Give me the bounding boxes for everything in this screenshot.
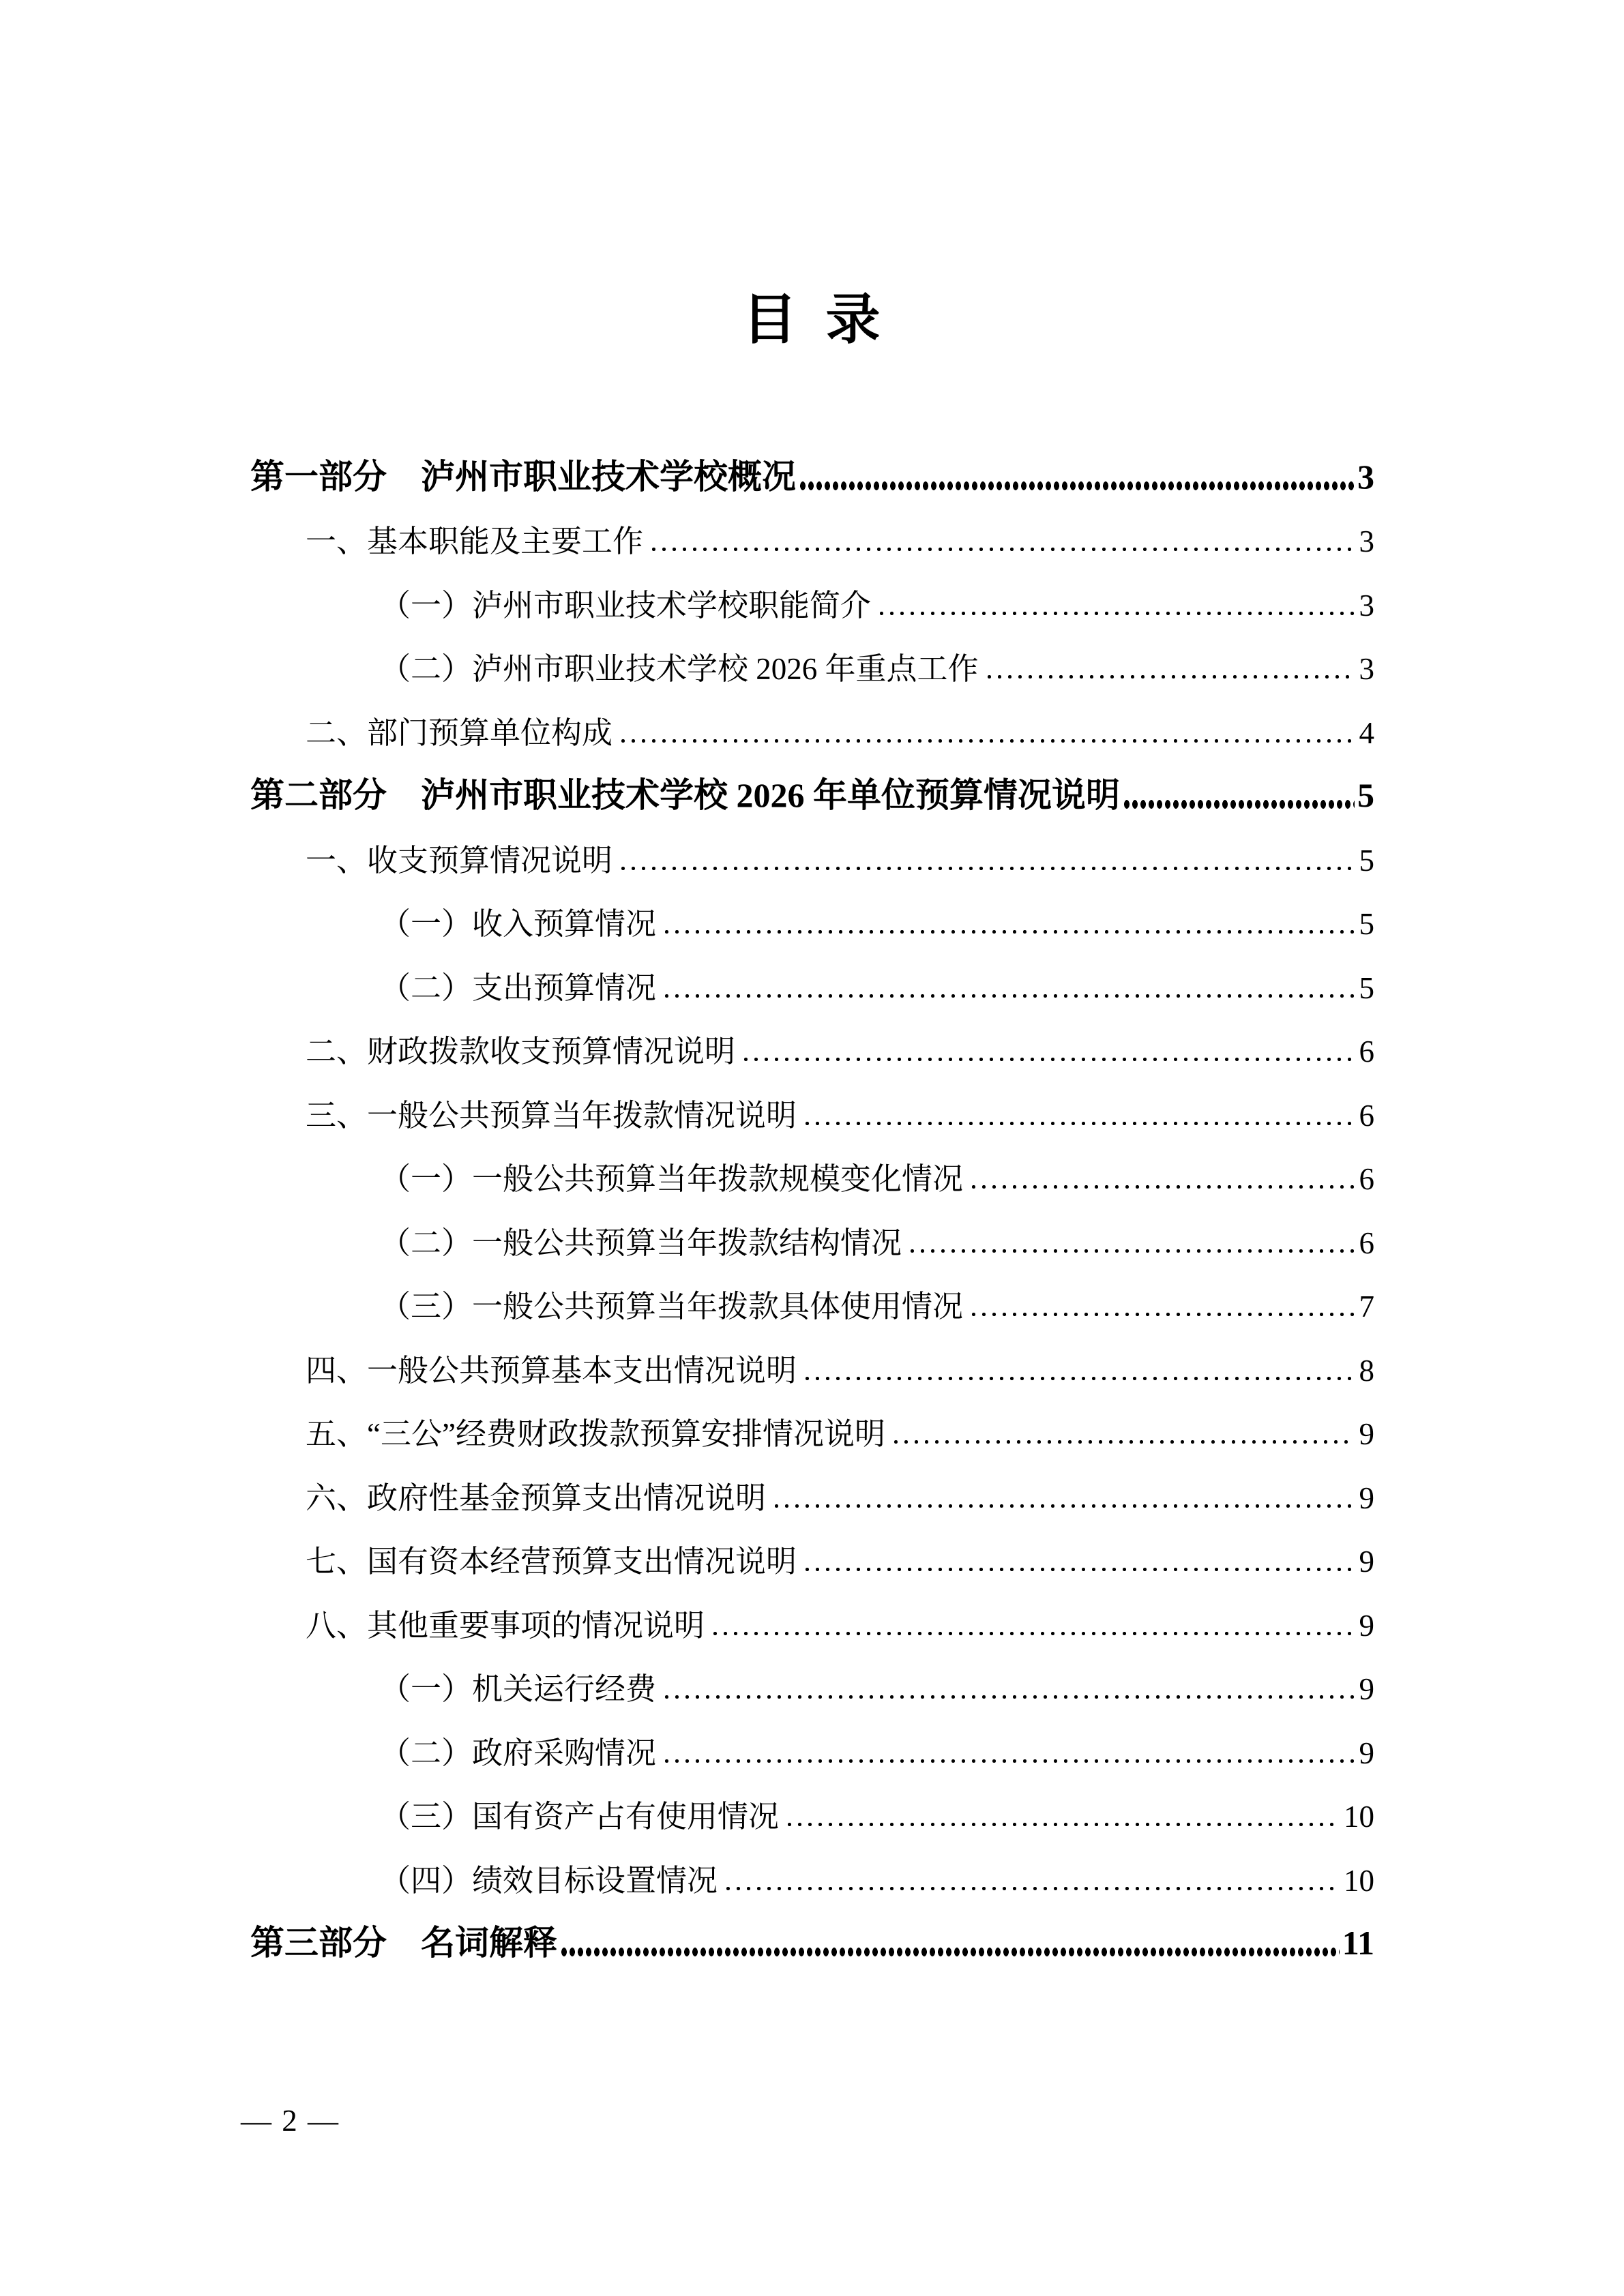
toc-entry bbox=[250, 880, 1374, 944]
toc-entry-label: （二）泸州市职业技术学校 2026 年重点工作 bbox=[380, 652, 979, 686]
dot-leader bbox=[799, 481, 1355, 490]
toc-entry-label: （一）收入预算情况 bbox=[380, 907, 657, 941]
dot-leader bbox=[662, 1759, 1353, 1763]
toc-entry-label: （一）机关运行经费 bbox=[380, 1672, 657, 1706]
page-title: 目 录 bbox=[742, 290, 882, 351]
dot-leader bbox=[662, 1695, 1353, 1699]
dot-leader bbox=[907, 1249, 1353, 1253]
toc-entry bbox=[250, 1773, 1374, 1837]
page-number-footer: — 2 — bbox=[241, 2104, 340, 2138]
dot-leader bbox=[741, 1057, 1353, 1062]
dot-leader bbox=[969, 1312, 1353, 1317]
toc-entry-label: 第一部分 泸州市职业技术学校概况 bbox=[250, 457, 796, 496]
toc-entry bbox=[250, 561, 1374, 625]
dot-leader bbox=[802, 1121, 1353, 1126]
dot-leader bbox=[876, 611, 1353, 616]
dot-leader bbox=[710, 1631, 1353, 1636]
toc-entry-page: 9 bbox=[1359, 1608, 1374, 1643]
toc-entry-label: 二、部门预算单位构成 bbox=[306, 715, 613, 750]
dot-leader bbox=[802, 1567, 1353, 1572]
toc-entry bbox=[250, 1135, 1374, 1199]
toc-entry-label: 八、其他重要事项的情况说明 bbox=[306, 1608, 705, 1643]
dot-leader bbox=[802, 1376, 1353, 1381]
toc-entry-page: 5 bbox=[1357, 776, 1374, 814]
toc-entry-page: 4 bbox=[1359, 715, 1374, 750]
dot-leader bbox=[1123, 800, 1355, 809]
toc-entry-page: 10 bbox=[1344, 1863, 1374, 1898]
toc-entry-page: 6 bbox=[1359, 1225, 1374, 1260]
dot-leader bbox=[969, 1184, 1353, 1189]
toc-entry bbox=[250, 1518, 1374, 1582]
toc-entry-page: 3 bbox=[1359, 652, 1374, 686]
toc-entry bbox=[250, 1709, 1374, 1773]
dot-leader bbox=[618, 739, 1353, 743]
toc-entry-label: 一、收支预算情况说明 bbox=[306, 843, 613, 878]
toc-entry-page: 5 bbox=[1359, 843, 1374, 878]
toc-entry bbox=[250, 1645, 1374, 1710]
dot-leader bbox=[784, 1822, 1338, 1827]
toc-entry bbox=[250, 498, 1374, 562]
toc-entry bbox=[250, 625, 1374, 689]
toc-entry-page: 9 bbox=[1359, 1672, 1374, 1706]
toc-entry-label: 三、一般公共预算当年拨款情况说明 bbox=[306, 1098, 797, 1133]
table-of-contents bbox=[250, 434, 1374, 1964]
toc-entry-page: 9 bbox=[1359, 1545, 1374, 1579]
toc-entry-label: （二）一般公共预算当年拨款结构情况 bbox=[380, 1225, 902, 1260]
toc-entry-page: 9 bbox=[1359, 1735, 1374, 1770]
toc-entry-page: 6 bbox=[1359, 1098, 1374, 1133]
toc-entry-page: 8 bbox=[1359, 1353, 1374, 1388]
toc-entry-page: 3 bbox=[1359, 524, 1374, 558]
toc-entry bbox=[250, 1263, 1374, 1327]
dot-leader bbox=[560, 1948, 1340, 1956]
dot-leader bbox=[649, 547, 1353, 552]
toc-entry-page: 10 bbox=[1344, 1800, 1374, 1834]
toc-entry bbox=[250, 816, 1374, 880]
toc-entry-label: 二、财政拨款收支预算情况说明 bbox=[306, 1034, 736, 1069]
toc-entry bbox=[250, 1071, 1374, 1135]
toc-entry bbox=[250, 1900, 1374, 1965]
toc-entry bbox=[250, 753, 1374, 817]
toc-entry-label: （三）国有资产占有使用情况 bbox=[380, 1800, 780, 1834]
toc-entry-page: 7 bbox=[1359, 1289, 1374, 1324]
dot-leader bbox=[618, 866, 1353, 871]
toc-entry-page: 5 bbox=[1359, 907, 1374, 941]
toc-entry bbox=[250, 1008, 1374, 1072]
toc-entry-label: （四）绩效目标设置情况 bbox=[380, 1863, 718, 1898]
toc-entry-label: （一）泸州市职业技术学校职能简介 bbox=[380, 588, 872, 623]
toc-entry bbox=[250, 1199, 1374, 1263]
dot-leader bbox=[662, 929, 1353, 934]
dot-leader bbox=[891, 1440, 1354, 1444]
toc-entry-page: 9 bbox=[1359, 1480, 1374, 1515]
toc-entry-page: 3 bbox=[1359, 588, 1374, 623]
toc-entry bbox=[250, 1326, 1374, 1390]
dot-leader bbox=[723, 1886, 1338, 1891]
toc-entry-page: 5 bbox=[1359, 970, 1374, 1005]
toc-entry-label: 五、“三公”经费财政拨款预算安排情况说明 bbox=[306, 1417, 885, 1451]
toc-entry-label: 第三部分 名词解释 bbox=[250, 1924, 557, 1962]
toc-entry-page: 9 bbox=[1359, 1417, 1374, 1451]
toc-entry-label: 六、政府性基金预算支出情况说明 bbox=[306, 1480, 767, 1515]
toc-entry bbox=[250, 689, 1374, 753]
toc-entry-label: 四、一般公共预算基本支出情况说明 bbox=[306, 1353, 797, 1388]
toc-entry-label: （一）一般公共预算当年拨款规模变化情况 bbox=[380, 1162, 964, 1196]
dot-leader bbox=[984, 674, 1354, 679]
toc-entry-label: 七、国有资本经营预算支出情况说明 bbox=[306, 1545, 797, 1579]
toc-entry-page: 6 bbox=[1359, 1162, 1374, 1196]
toc-entry-label: （三）一般公共预算当年拨款具体使用情况 bbox=[380, 1289, 964, 1324]
toc-entry-label: 一、基本职能及主要工作 bbox=[306, 524, 644, 558]
toc-entry-label: （二）支出预算情况 bbox=[380, 970, 657, 1005]
toc-entry-label: （二）政府采购情况 bbox=[380, 1735, 657, 1770]
toc-entry bbox=[250, 944, 1374, 1008]
toc-entry bbox=[250, 1836, 1374, 1900]
toc-entry bbox=[250, 1390, 1374, 1455]
toc-entry bbox=[250, 434, 1374, 498]
toc-entry-label: 第二部分 泸州市职业技术学校 2026 年单位预算情况说明 bbox=[250, 776, 1120, 814]
toc-entry-page: 11 bbox=[1342, 1924, 1374, 1962]
toc-entry bbox=[250, 1454, 1374, 1518]
dot-leader bbox=[771, 1504, 1353, 1508]
toc-entry-page: 6 bbox=[1359, 1034, 1374, 1069]
toc-entry-page: 3 bbox=[1357, 457, 1374, 496]
toc-entry bbox=[250, 1581, 1374, 1645]
dot-leader bbox=[662, 994, 1353, 998]
